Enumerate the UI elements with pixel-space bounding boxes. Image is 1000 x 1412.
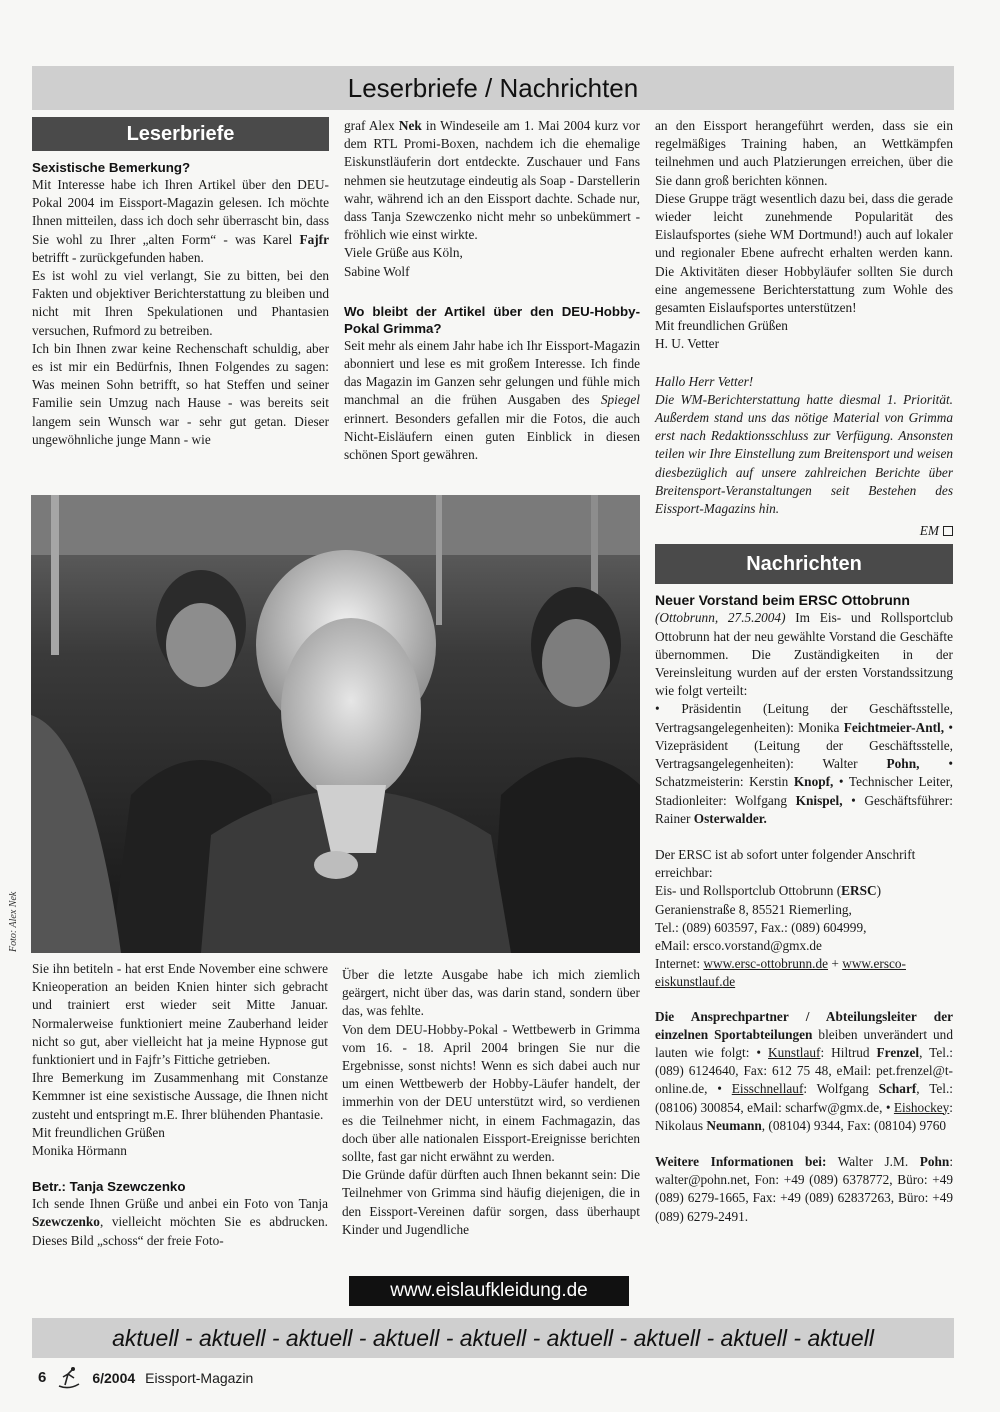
letter-paragraph: Ich bin Ihnen zwar keine Rechenschaft schuldig, aber es ist mir ein Bedürfnis, Ihnen Folgendes zu sagen: Was meinen Sohn betrifft, so hat Steffen und seiner Familie sein Umzug nach Hause - was bereits seit langem sein Wunsch war - sehr gut getan. Dieser ungewöhnliche junge Mann - wie bbox=[32, 340, 329, 447]
letter-signer: Monika Hörmann bbox=[32, 1143, 127, 1159]
column-3 bbox=[655, 117, 953, 1226]
magazine-name: Eissport-Magazin bbox=[145, 1370, 254, 1386]
editor-signature: EM bbox=[655, 522, 953, 540]
section-header-nachrichten: Nachrichten bbox=[655, 544, 953, 584]
letter-paragraph: Ihre Bemerkung im Zusammenhang mit Constanze Kemmner ist eine sexistische Aussage, die Ihnen nicht zusteht und entspringt m.E. Ihrer blühenden Phantasie. bbox=[32, 1070, 328, 1122]
section-header-leserbriefe: Leserbriefe bbox=[32, 117, 329, 151]
photo-illustration bbox=[31, 495, 640, 953]
contacts-paragraph: Die Ansprechpartner / Abteilungsleiter der einzelnen Sportabteilungen bleiben unverändert und lauten wie folgt: • Kunstlauf: Hiltrud Frenzel, Tel.: (089) 6124640, Fax: 612 75 48, eMail: pet.frenzel@t-online.de, • Eisschnellauf: Wolfgang Scharf, Tel.: (08106) 300854, eMail: scharfw@gmx.de, • Eishockey: Nikolaus Neumann, (08104) 9344, Fax: (08104) 9760 bbox=[655, 1008, 953, 1133]
end-mark-icon bbox=[943, 526, 953, 536]
address-line: Internet: www.ersc-ottobrunn.de + www.ersco-eiskunstlauf.de bbox=[655, 956, 906, 990]
article-title-sexistische: Sexistische Bemerkung? bbox=[32, 160, 191, 175]
letter-greeting: Mit freundlichen Grüßen bbox=[655, 318, 788, 334]
address-block bbox=[655, 846, 953, 992]
letter-paragraph: Seit mehr als einem Jahr habe ich Ihr Eissport-Magazin abonniert und lese es mit großem Interesse. Ich finde das Magazin im Ganzen sehr gelungen und fühle mich manchmal an die frühen Ausgaben des Spiegel erinnert. Besonders gefallen mir die Fotos, die auch Nicht-Eisläufern einen guten Einblick in diesen schönen Sport gewähren. bbox=[344, 337, 640, 463]
letter-paragraph: Sie ihn betiteln - hat erst Ende November eine schwere Knieoperation an beiden Knien hinter sich gebracht und trainiert erst wieder seit Mitte Januar. Normalerweise funktioniert meine Zauberhand leider nicht so gut, aber vielleicht hat ja meine Hypnose gut funktioniert und in Fajfr’s Fittiche getrieben. bbox=[32, 961, 328, 1068]
letter-paragraph: Von dem DEU-Hobby-Pokal - Wettbewerb in Grimma vom 16. - 18. April 2004 bringen Sie nur die Ergebnisse, sonst nichts! Wenn es sich dabei auch nur um einen Wettbewerb der Hobby-Läufer handelt, der immerhin von der DEU unterstützt wird, so verdienen es die Teilnehmer nicht, in einem Fachmagazin, das doch über alle nationalen Eissport-Ereignisse berichten sollte, fast gar nicht erwähnt zu werden. bbox=[342, 1021, 640, 1165]
address-line: Tel.: (089) 603597, Fax.: (089) 604999, bbox=[655, 919, 867, 935]
news-title: Neuer Vorstand beim ERSC Ottobrunn bbox=[655, 592, 910, 609]
photo-tanja-szewczenko bbox=[31, 495, 640, 953]
photo-credit: Foto: Alex Nek bbox=[8, 891, 19, 952]
letter-signer: H. U. Vetter bbox=[655, 336, 720, 352]
column-1-upper bbox=[32, 117, 329, 449]
issue-number: 6/2004 bbox=[92, 1370, 136, 1386]
column-2-lower bbox=[342, 966, 640, 1239]
letter-paragraph: graf Alex Nek in Windeseile am 1. Mai 2004 kurz vor dem RTL Promi-Boxen, nachdem ich die ehemalige Eiskunstläuferin dort entdeckte. Zuschauer und Fans nehmen sie heutzutage eindeutig als Soap - Darstellerin wahr, während ich an den Eissport dachte. Schade nur, dass Tanja Szewczenko nicht mehr so unbekümmert - fröhlich wie einst wirkte. bbox=[344, 118, 640, 243]
link-ersc-ottobrunn[interactable]: www.ersc-ottobrunn.de bbox=[703, 956, 829, 972]
address-line: Geranienstraße 8, 85521 Riemerling, bbox=[655, 901, 852, 917]
letter-paragraph: Es ist wohl zu viel verlangt, Sie zu bitten, bei den Fakten und objektiver Berichterstattung zu bleiben und nicht mit Ihren Spekulationen und Phantasien versuchen, Rufmord zu betreiben. bbox=[32, 268, 329, 338]
link-ersco-eiskunstlauf[interactable]: www.ersco-eiskunstlauf.de bbox=[655, 956, 906, 990]
column-1-lower bbox=[32, 960, 328, 1250]
news-paragraph: • Präsidentin (Leitung der Geschäftsstelle, Vertragsangelegenheiten): Monika Feichtmeier-Antl, • Vizepräsident (Leitung der Geschäftsstelle, Vertragsangelegenheiten): Walter Pohn, • Schatzmeisterin: Kerstin Knopf, • Technischer Leiter, Stadionleiter: Wolfgang Knispel, • Geschäftsführer: Rainer Osterwalder. bbox=[655, 701, 954, 826]
letter-greeting: Mit freundlichen Grüßen bbox=[32, 1124, 165, 1140]
letter-signer: Sabine Wolf bbox=[344, 263, 410, 279]
more-info-paragraph: Weitere Informationen bei: Walter J.M. Pohn: walter@pohn.net, Fon: +49 (089) 6378772, Büro: +49 (089) 6279-1665, Fax: +49 (089) 62837263, Büro: +49 (089) 6279-2491. bbox=[655, 1153, 954, 1224]
letter-paragraph: Mit Interesse habe ich Ihren Artikel über den DEU-Pokal 2004 im Eissport-Magazin gelesen. Ich möchte Ihnen mitteilen, dass ich doch sehr überrascht bin, dass Sie wohl zu Ihrer „alten Form“ - was Karel Fajfr betrifft - zurückgefunden haben. bbox=[32, 177, 329, 265]
page-number: 6 bbox=[38, 1369, 47, 1386]
address-line: eMail: ersco.vorstand@gmx.de bbox=[655, 937, 822, 953]
skater-logo-icon bbox=[56, 1366, 82, 1390]
letter-paragraph: Diese Gruppe trägt wesentlich dazu bei, dass die gerade wieder leicht zunehmende Popularität des Eislaufsportes (siehe WM Dortmund!) auch auf lokaler und regionaler Ebene aufrecht erhalten werden kann. Die Aktivitäten dieser Hobbyläufer sollten Sie durch eine angemessene Berichterstattung zum Wohle des gesamten Eislaufsportes unterstützen! bbox=[655, 190, 953, 316]
article-title-hobby-pokal: Wo bleibt der Artikel über den DEU-Hobby-Pokal Grimma? bbox=[344, 303, 640, 336]
article-title-tanja: Betr.: Tanja Szewczenko bbox=[32, 1179, 186, 1195]
letter-paragraph: an den Eissport herangeführt werden, dass sie ein regelmäßiges Training haben, an Wettkämpfen teilnehmen und auch Platzierungen erreichen, über die Sie dann groß berichten können. bbox=[655, 118, 953, 188]
address-line: Eis- und Rollsportclub Ottobrunn (ERSC) bbox=[655, 883, 882, 899]
letter-paragraph: Über die letzte Ausgabe habe ich mich ziemlich geärgert, nicht über das, was darin stand, sondern über das, was fehlte. bbox=[342, 967, 640, 1019]
letter-paragraph: Die Gründe dafür dürften auch Ihnen bekannt sein: Die Teilnehmer von Grimma sind häufig diejenigen, die in den Eissport-Vereinen dafür sorgen, dass überhaupt Kinder und Jugendliche bbox=[342, 1167, 640, 1237]
column-2-upper bbox=[344, 117, 640, 464]
news-paragraph: (Ottobrunn, 27.5.2004) Im Eis- und Rollsportclub Ottobrunn hat der neu gewählte Vorstand die Geschäfte übernommen. Die Zuständigkeiten in der Vereinsleitung wurden auf der ersten Vorstandssitzung wie folgt verteilt: bbox=[655, 610, 953, 699]
letter-greeting: Viele Grüße aus Köln, bbox=[344, 245, 463, 261]
editor-reply: Die WM-Berichterstattung hatte diesmal 1. Priorität. Außerdem stand uns das nötige Material von Grimma erst nach Redaktionsschluss zur Verfügung. Ansonsten teilen wir Ihre Einstellung zum Breitensport und weisen diesbezüglich auf unsere zahlreichen Berichte über Breitensport-Veranstaltungen seit Bestehen des Eissport-Magazins hin. bbox=[655, 391, 953, 517]
editor-reply-salutation: Hallo Herr Vetter! bbox=[655, 373, 754, 389]
page-title: Leserbriefe / Nachrichten bbox=[32, 66, 954, 110]
page-footer bbox=[38, 1366, 253, 1390]
letter-paragraph: Ich sende Ihnen Grüße und anbei ein Foto von Tanja Szewczenko, vielleicht möchten Sie es abdrucken. Dieses Bild „schoss“ der freie Foto- bbox=[32, 1196, 328, 1248]
aktuell-ticker: aktuell - aktuell - aktuell - aktuell - aktuell - aktuell - aktuell - aktuell - aktuell bbox=[32, 1318, 954, 1358]
promo-banner-url[interactable]: www.eislaufkleidung.de bbox=[349, 1276, 629, 1306]
address-intro: Der ERSC ist ab sofort unter folgender Anschrift erreichbar: bbox=[655, 846, 916, 881]
